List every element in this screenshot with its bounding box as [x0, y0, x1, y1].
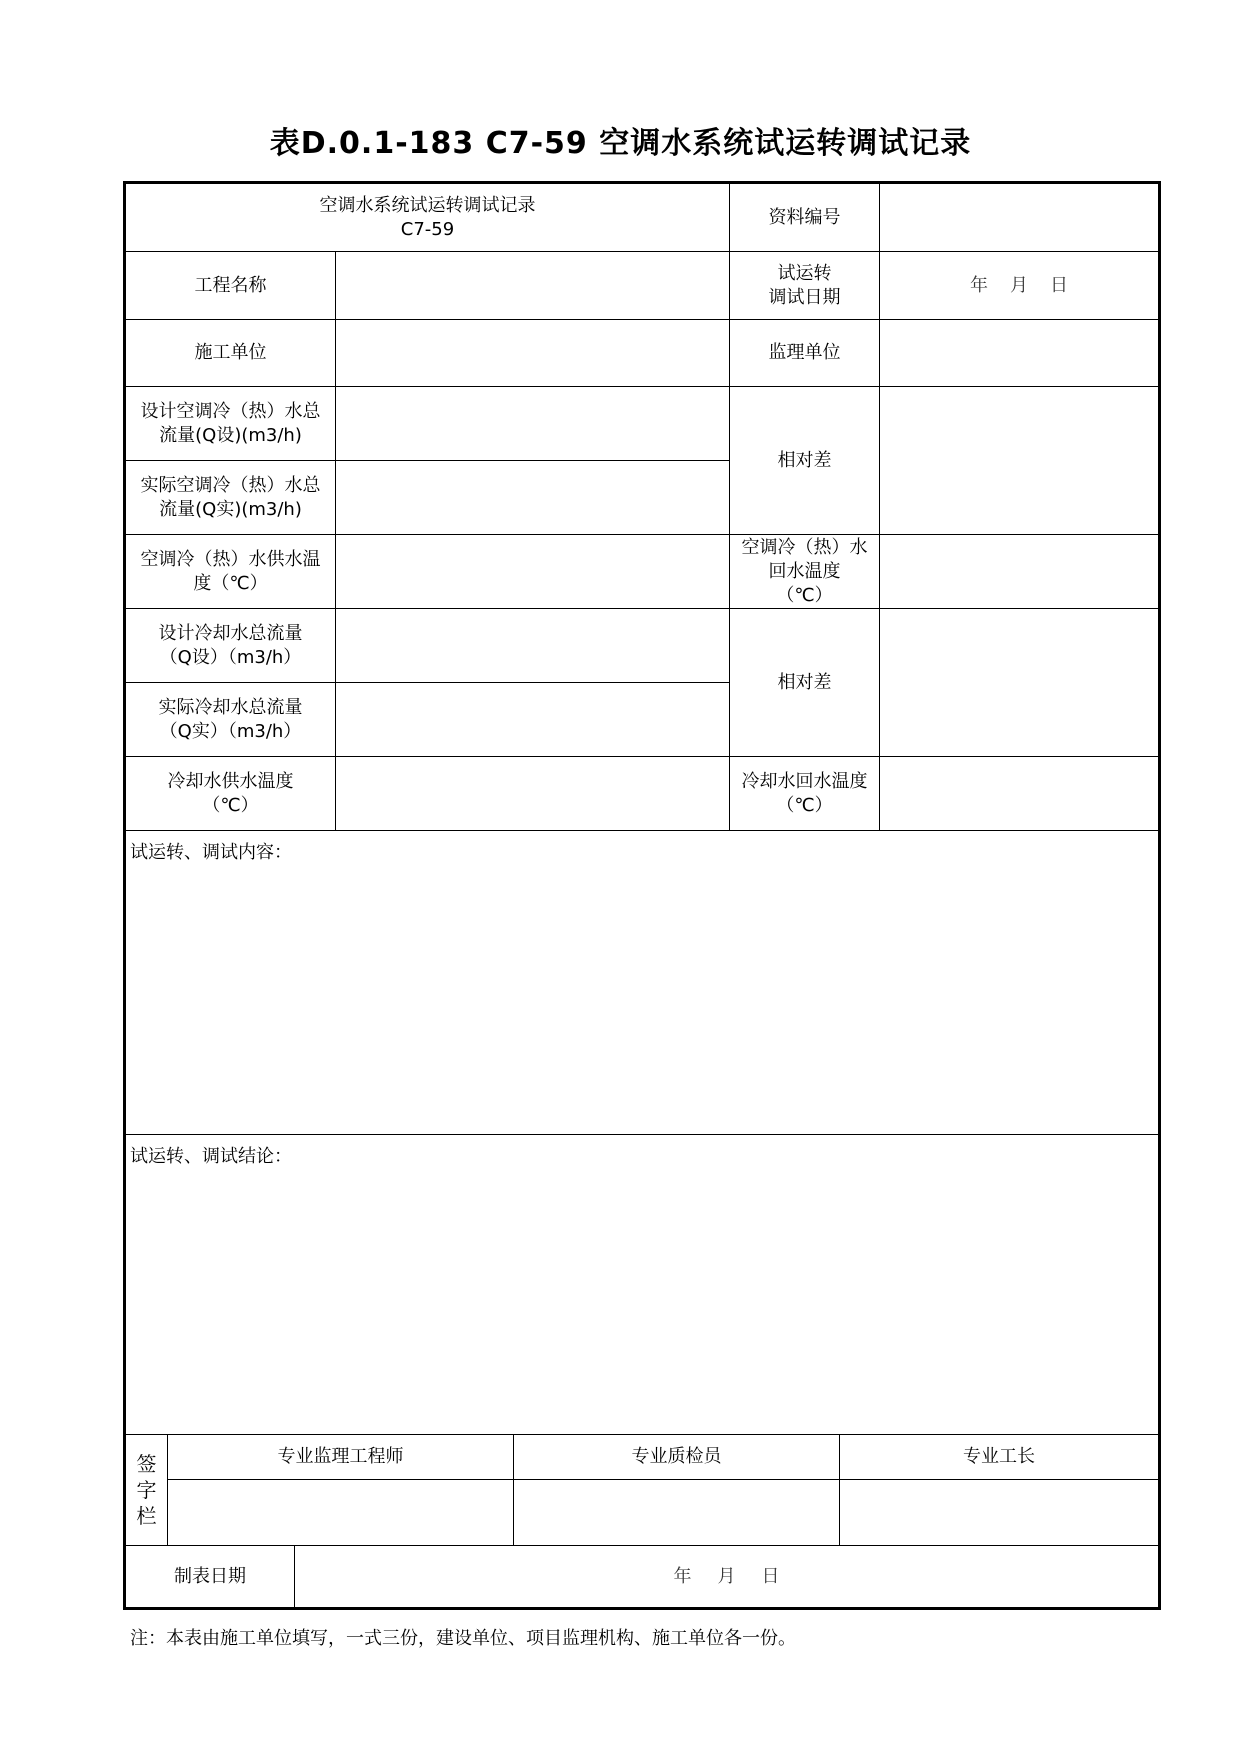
footnote: 注：本表由施工单位填写，一式三份，建设单位、项目监理机构、施工单位各一份。 [130, 1628, 796, 1649]
record-code: C7-59 [400, 218, 455, 240]
chw-return-temp-label: 空调冷（热）水 回水温度 （℃） [730, 535, 880, 609]
signature-section-label: 签 字 栏 [126, 1435, 168, 1546]
cw-supply-temp-label: 冷却水供水温度 （℃） [126, 757, 336, 831]
test-conclusion-section[interactable] [126, 1135, 1158, 1435]
foreman-signature[interactable] [840, 1480, 1158, 1546]
design-cw-flow-field[interactable] [336, 609, 730, 683]
doc-no-field[interactable] [880, 184, 1158, 252]
chw-supply-temp-label: 空调冷（热）水供水温 度（℃） [126, 535, 336, 609]
test-date-label: 试运转 调试日期 [730, 252, 880, 320]
chw-return-temp-field[interactable] [880, 535, 1158, 609]
cw-return-temp-field[interactable] [880, 757, 1158, 831]
relative-diff-label-1: 相对差 [730, 387, 880, 535]
record-form [123, 181, 1161, 1610]
record-name: 空调水系统试运转调试记录 [319, 194, 536, 216]
actual-cw-flow-field[interactable] [336, 683, 730, 757]
test-content-section[interactable] [126, 831, 1158, 1135]
quality-inspector-label: 专业质检员 [514, 1435, 840, 1480]
relative-diff-field-1[interactable] [880, 387, 1158, 535]
contractor-label: 施工单位 [126, 320, 336, 387]
chw-supply-temp-field[interactable] [336, 535, 730, 609]
contractor-field[interactable] [336, 320, 730, 387]
test-date-field[interactable]: 年 月 日 [880, 252, 1158, 320]
design-cw-flow-label: 设计冷却水总流量 （Q设）（m3/h） [126, 609, 336, 683]
foreman-label: 专业工长 [840, 1435, 1158, 1480]
supervisor-engineer-label: 专业监理工程师 [168, 1435, 514, 1480]
quality-inspector-signature[interactable] [514, 1480, 840, 1546]
page-title: 表D.0.1-183 C7-59 空调水系统试运转调试记录 [269, 126, 972, 161]
cw-supply-temp-field[interactable] [336, 757, 730, 831]
test-content-label: 试运转、调试内容： [130, 842, 292, 863]
design-chw-flow-label: 设计空调冷（热）水总 流量(Q设)(m3/h) [126, 387, 336, 461]
actual-chw-flow-label: 实际空调冷（热）水总 流量(Q实)(m3/h) [126, 461, 336, 535]
relative-diff-field-2[interactable] [880, 609, 1158, 757]
doc-no-label: 资料编号 [730, 184, 880, 252]
actual-cw-flow-label: 实际冷却水总流量 （Q实）（m3/h） [126, 683, 336, 757]
project-name-field[interactable] [336, 252, 730, 320]
supervisor-field[interactable] [880, 320, 1158, 387]
form-date-field[interactable]: 年 月 日 [673, 1565, 780, 1587]
supervisor-label: 监理单位 [730, 320, 880, 387]
relative-diff-label-2: 相对差 [730, 609, 880, 757]
actual-chw-flow-field[interactable] [336, 461, 730, 535]
record-name-cell [126, 184, 730, 252]
test-conclusion-label: 试运转、调试结论： [130, 1146, 292, 1167]
form-date-label: 制表日期 [126, 1546, 295, 1607]
cw-return-temp-label: 冷却水回水温度 （℃） [730, 757, 880, 831]
supervisor-engineer-signature[interactable] [168, 1480, 514, 1546]
project-name-label: 工程名称 [126, 252, 336, 320]
design-chw-flow-field[interactable] [336, 387, 730, 461]
